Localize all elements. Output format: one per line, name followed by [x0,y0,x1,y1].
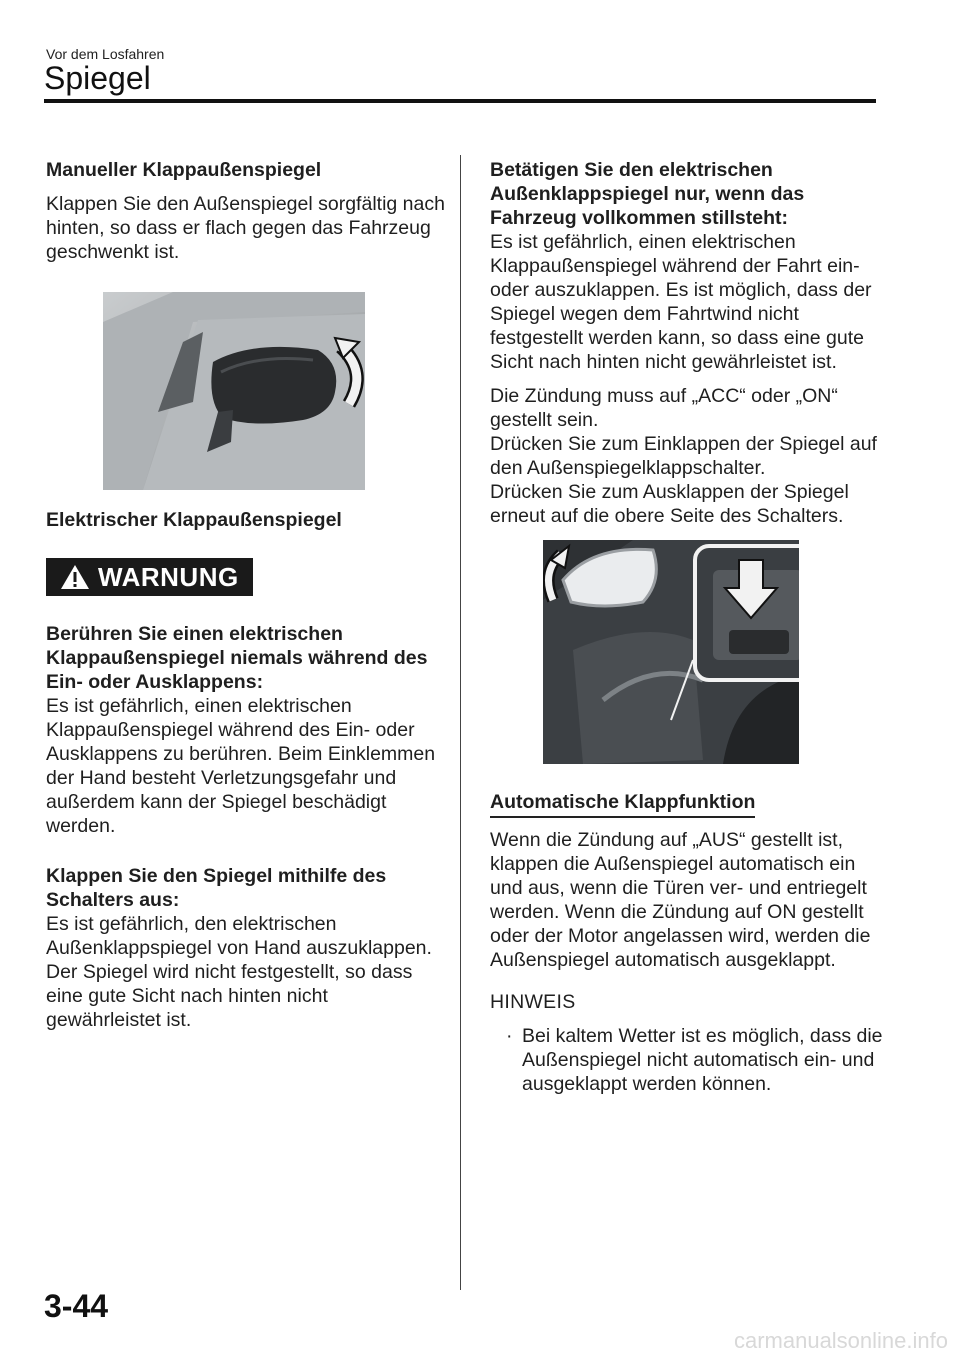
column-divider [460,155,461,1290]
mirror-switch-illustration [543,540,799,764]
warning-label: WARNUNG [98,562,239,592]
right-column [490,158,885,1096]
note-bullet [506,1024,885,1096]
manual-mirror-text: Klappen Sie den Außenspiegel sorgfältig nach hinten, so dass er flach gegen das Fahrzeug geschwenkt ist. [46,193,445,263]
warning-triangle-icon [60,564,90,590]
warning2-heading: Klappen Sie den Spiegel mithilfe des Schalters aus: [46,865,387,911]
auto-fold-heading: Automatische Klappfunktion [490,790,755,818]
chapter-title: Spiegel [44,60,151,96]
bullet-dot: · [506,1025,513,1047]
header-rule [44,99,876,103]
warning1-text: Es ist gefährlich, einen elektrischen Klappaußenspiegel während des Ein- oder Ausklappens zu berühren. Beim Einklemmen der Hand besteht Verletzungsgefahr und außerdem kann der Spiegel beschädigt werden. [46,695,436,837]
note-bullet-text: Bei kaltem Wetter ist es möglich, dass die Außenspiegel nicht automatisch ein- und ausgeklappt werden können. [522,1025,883,1095]
ignition-text: Die Zündung muss auf „ACC“ oder „ON“ gestellt sein. [490,385,838,431]
electric-mirror-heading: Elektrischer Klappaußenspiegel [46,509,342,531]
note-heading: HINWEIS [490,991,576,1013]
fold-out-text: Drücken Sie zum Ausklappen der Spiegel erneut auf die obere Seite des Schalters. [490,481,849,527]
left-column [46,158,446,1032]
manual-mirror-heading: Manueller Klappaußenspiegel [46,159,322,181]
warning2-text: Es ist gefährlich, den elektrischen Außenklappspiegel von Hand auszuklappen. Der Spiegel wird nicht festgestellt, so dass eine gute Sicht nach hinten nicht gewährleistet ist. [46,913,432,1031]
page-number: 3-44 [44,1288,109,1324]
fold-in-text: Drücken Sie zum Einklappen der Spiegel auf den Außenspiegelklappschalter. [490,433,877,479]
warning3-text: Es ist gefährlich, einen elektrischen Klappaußenspiegel während der Fahrt ein- oder auszuklappen. Es ist möglich, dass der Spiegel wegen dem Fahrtwind nicht festgestellt werden kann, so dass eine gute Sicht nach hinten nicht gewährleistet ist. [490,231,872,373]
warning1-heading: Berühren Sie einen elektrischen Klappaußenspiegel niemals während des Ein- oder Ausklappens: [46,623,428,693]
warning3-heading: Betätigen Sie den elektrischen Außenklappspiegel nur, wenn das Fahrzeug vollkommen stillsteht: [490,159,805,229]
section-label: Vor dem Losfahren [46,46,165,62]
auto-fold-text: Wenn die Zündung auf „AUS“ gestellt ist, klappen die Außenspiegel automatisch ein und aus, wenn die Türen ver- und entriegelt werden. Wenn die Zündung auf ON gestellt oder der Motor angelassen wird, werden die Außenspiegel automatisch ausgeklappt. [490,829,871,971]
watermark: carmanualsonline.info [733,1328,948,1353]
warning-badge [46,558,253,596]
manual-mirror-illustration [103,292,365,490]
